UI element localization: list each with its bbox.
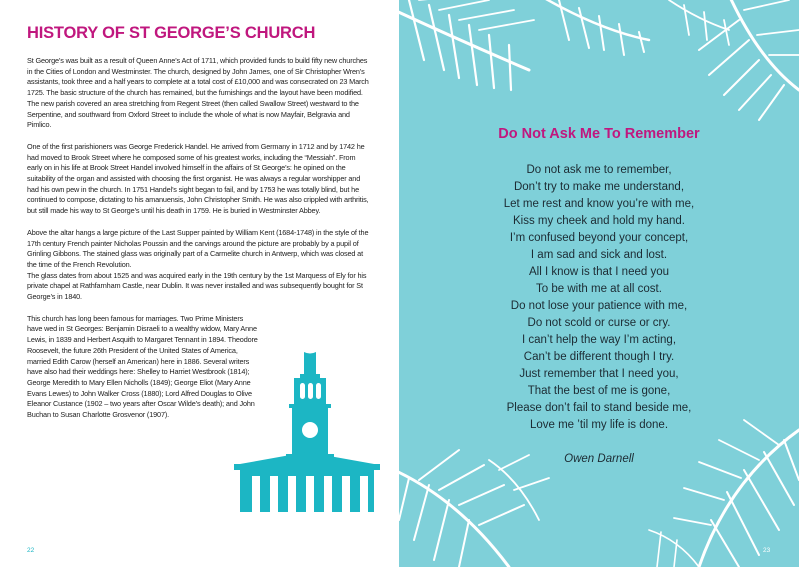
page-title: HISTORY OF ST GEORGE’S CHURCH xyxy=(27,24,316,42)
poem-line: Let me rest and know you’re with me, xyxy=(503,198,695,210)
poem-line: Do not scold or curse or cry. xyxy=(527,317,671,329)
poem-line: Can’t be different though I try. xyxy=(523,351,675,363)
paragraph-marriages: This church has long been famous for marriages. Two Prime Ministers have wed in St Georges: Benjamin Disraeli to a wealthy widow, Mary Anne Lewis, in 1839 and Herbert Asquith to Margaret Tennant in 1894. Theodore Roosevelt, the future 26th President of the United States of America, married Edith Carow (herself an American) here in 1886. Several writers have also had their weddings here: Shelley to Harriet Westbrook (1814); George Meredith to Mary Ellen Nicholls (1849); George Eliot (Mary Anne Evans Lewes) to John Walker Cross (1880); Lord Alfred Douglas to Olive Eleanor Custance (1902 – two years after Oscar Wilde’s death); and John Buchan to Susan Charlotte Grosvenor (1907). xyxy=(27,313,258,420)
poem-line: Just remember that I need you, xyxy=(519,368,679,380)
poem-line: I’m confused beyond your concept, xyxy=(509,232,689,244)
poem-author: Owen Darnell xyxy=(564,453,634,465)
left-page xyxy=(0,0,399,567)
paragraph-handel: One of the first parishioners was George Frederick Handel. He arrived from Germany in 1712 and by 1742 he had moved to Brook Street where he composed some of his greatest works, including the “Messiah”. From early on in his life at Brook Street Handel involved himself in the affairs of St George’s: he opined on the suitability of the organ and assisted with choosing the first organist. He was always a regular worshipper and had his own pew in the church. In 1751 Handel’s sight began to fail, and by 1753 he was totally blind, but he continued to compose, dictating to his amanuensis, John Christopher Smith. He was also crippled with arthritis, but still made his way to St George’s until his death in 1759. He is buried in Westminster Abbey. xyxy=(27,141,369,216)
right-page xyxy=(399,0,799,567)
poem-title: Do Not Ask Me To Remember xyxy=(498,126,700,142)
poem-line: Don’t try to make me understand, xyxy=(513,181,685,193)
paragraph-altar: Above the altar hangs a large picture of the Last Supper painted by William Kent (1684-1748) in the style of the 17th century French painter Nicholas Poussin and the carvings around the picture are probably by a pupil of Grinling Gibbons. The stained glass was originally part of a Carmelite church in Antwerp, which was closed at the time of the French Revolution. xyxy=(27,227,369,269)
poem-lines xyxy=(399,162,799,434)
poem-line: All I know is that I need you xyxy=(529,266,669,278)
poem-line: Love me ’til my life is done. xyxy=(529,419,669,431)
poem-line: I can’t help the way I’m acting, xyxy=(521,334,677,346)
page-number-right: 23 xyxy=(763,547,771,554)
poem-line: To be with me at all cost. xyxy=(536,283,662,295)
poem-line: Do not ask me to remember, xyxy=(526,164,672,176)
poem xyxy=(399,120,799,465)
poem-line: That the best of me is gone, xyxy=(527,385,671,397)
page-number-left: 22 xyxy=(27,547,35,554)
church-illustration xyxy=(234,352,380,512)
poem-line: Please don’t fail to stand beside me, xyxy=(506,402,692,414)
paragraph-intro: St George’s was built as a result of Queen Anne’s Act of 1711, which provided funds to build fifty new churches in the Cities of London and Westminster. The church, designed by John James, one of Sir Christopher Wren’s assistants, took three and a half years to complete at a total cost of £10,000 and was consecrated on 23 March 1725. The basic structure of the church has remained, but the furnishings and the layout have been modified. The new parish covered an area stretching from Regent Street (then called Swallow Street) westward to the Serpentine, and southward from Oxford Street to include the whole of what is now Mayfair, Belgravia and Pimlico. xyxy=(27,56,369,130)
paragraph-glass: The glass dates from about 1525 and was acquired early in the 19th century by the 1st Marquess of Ely for his private chapel at Rathfarnham Castle, near Dublin. It was never installed and was subsequently bought for St George’s in 1840. xyxy=(27,270,367,302)
poem-line: Do not lose your patience with me, xyxy=(510,300,688,312)
poem-line: Kiss my cheek and hold my hand. xyxy=(513,215,685,227)
poem-line: I am sad and sick and lost. xyxy=(530,249,668,261)
